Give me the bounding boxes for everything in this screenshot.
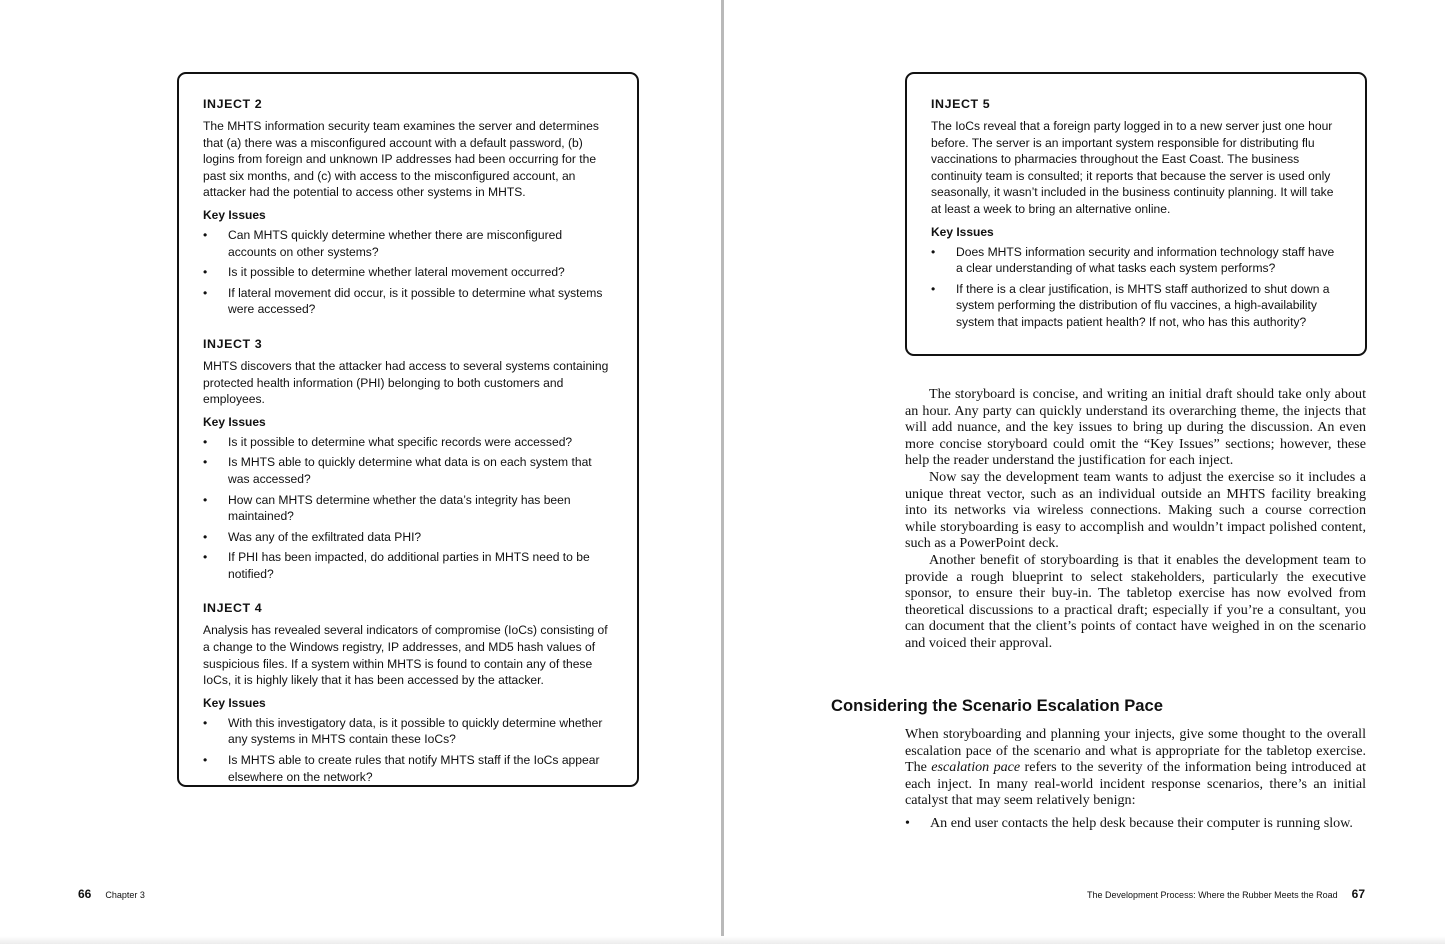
body-paragraphs (905, 386, 1366, 652)
bullet-icon: • (203, 715, 208, 730)
list-item: • If lateral movement did occur, is it possible to determine what systems were accessed? (203, 285, 603, 317)
page-number: 67 (1351, 887, 1365, 901)
inject-title: INJECT 3 (203, 336, 263, 351)
key-issues-label: Key Issues (931, 224, 994, 239)
key-issues-list (931, 244, 1341, 331)
left-page-footer (78, 887, 145, 901)
bullet-icon: • (931, 281, 936, 296)
sidebar-box-inject-5 (905, 72, 1367, 356)
list-item: • If there is a clear justification, is MHTS staff authorized to shut down a system performing the distribution of flu vaccines, a high-availability system that impacts patient health? If not, who has this authority? (931, 281, 1330, 329)
bullet-icon: • (931, 244, 936, 259)
inject-title: INJECT 5 (931, 97, 991, 111)
bullet-icon: • (203, 550, 208, 565)
inject-title: INJECT 4 (203, 601, 263, 616)
bullet-icon: • (203, 285, 208, 300)
bullet-icon: • (203, 265, 208, 280)
inject-2 (203, 96, 613, 318)
inject-3 (203, 336, 613, 583)
inject-body: The MHTS information security team examines the server and determines that (a) there was a misconfigured account with a default password, (b) logins from foreign and unknown IP addresses had been occurring for the past six months, and (c) with access to the misconfigured account, an attacker had the potential to access other systems in MHTS. (203, 119, 599, 200)
key-issues-list (203, 227, 613, 318)
section-paragraph (905, 726, 1366, 809)
list-item: • Is MHTS able to quickly determine what data is on each system that was accessed? (203, 455, 592, 486)
bullet-icon: • (905, 815, 910, 831)
section-heading: Considering the Scenario Escalation Pace (831, 696, 1163, 715)
paragraph: Now say the development team wants to adjust the exercise so it includes a unique threat vector, such as an individual outside an MHTS facility breaking into its networks via wireless connections. Making such a course correction while storyboarding is easy to accomplish and wouldn’t impact polished content, such as a PowerPoint deck. (905, 468, 1366, 552)
bullet-icon: • (203, 455, 208, 470)
emphasis-term: escalation pace (931, 759, 1021, 776)
running-head: The Development Process: Where the Rubber Meets the Road (1087, 890, 1338, 900)
paragraph: The storyboard is concise, and writing an initial draft should take only about an hour. Any party can quickly understand its overarching theme, the injects that will add nuance, and the key issues to bring up during the discussion. An even more concise storyboard could omit the “Key Issues” sections; however, these help the reader understand the justification for each inject. (905, 386, 1366, 469)
page-number: 66 (78, 887, 92, 901)
list-item: • Can MHTS quickly determine whether there are misconfigured accounts on other systems? (203, 227, 563, 259)
bullet-icon: • (203, 492, 208, 507)
bullet-icon: • (203, 227, 208, 242)
list-item: • Is it possible to determine what specific records were accessed? (203, 434, 573, 449)
inject-body: Analysis has revealed several indicators of compromise (IoCs) consisting of a change to the Windows registry, IP addresses, and MD5 hash values of suspicious files. If a system within MHTS is found to contain any of these IoCs, it is highly likely that it has been accessed by the attacker. (203, 623, 608, 688)
key-issues-label: Key Issues (203, 695, 266, 710)
key-issues-label: Key Issues (203, 207, 266, 222)
list-item: • Was any of the exfiltrated data PHI? (203, 529, 422, 544)
right-page (724, 0, 1445, 944)
bullet-icon: • (203, 529, 208, 544)
key-issues-list (203, 715, 613, 785)
list-item: • Is it possible to determine whether lateral movement occurred? (203, 265, 565, 280)
list-item: • An end user contacts the help desk because their computer is running slow. (905, 815, 1353, 831)
bullet-icon: • (203, 434, 208, 449)
inject-title: INJECT 2 (203, 97, 263, 111)
list-item: • Is MHTS able to create rules that notify MHTS staff if the IoCs appear elsewhere on the network? (203, 753, 600, 784)
list-item: • Does MHTS information security and information technology staff have a clear understanding of what tasks each system performs? (931, 244, 1335, 276)
paragraph: Another benefit of storyboarding is that it enables the development team to provide a rough blueprint to select stakeholders, particularly the executive sponsor, to ensure their buy-in. The tabletop exercise has now evolved from theoretical discussions to a practical draft; especially if you’re a consultant, you can document that the client’s points of contact have weighed in on the scenario and voiced their approval. (905, 551, 1366, 651)
key-issues-list (203, 434, 613, 583)
bottom-shadow (0, 936, 1445, 944)
inject-body: The IoCs reveal that a foreign party logged in to a new server just one hour before. The server is an important system responsible for distributing flu vaccinations to pharmacies throughout the East Coast. The business continuity team is consulted; it reports that because the server is used only seasonally, it wasn’t included in the business continuity planning. It will take at least a week to bring an alternative online. (931, 119, 1334, 216)
list-item: • With this investigatory data, is it possible to quickly determine whether any systems in MHTS contain these IoCs? (203, 715, 603, 747)
list-item: • If PHI has been impacted, do additional parties in MHTS need to be notified? (203, 550, 590, 581)
inject-4 (203, 600, 613, 785)
paragraph: When storyboarding and planning your injects, give some thought to the overall escalation pace of the scenario and what is appropriate for the tabletop exercise. The escalation pace refers to the severity of the information being introduced at each inject. In many real-world incident response scenarios, there’s an initial catalyst that may seem relatively benign: (905, 726, 1366, 809)
inject-body: MHTS discovers that the attacker had access to several systems containing protected health information (PHI) belonging to both customers and employees. (203, 358, 609, 407)
bullet-icon: • (203, 753, 208, 768)
left-page (0, 0, 721, 944)
chapter-label: Chapter 3 (105, 890, 145, 900)
escalation-bullets (905, 815, 1366, 832)
sidebar-box-injects (177, 72, 639, 787)
key-issues-label: Key Issues (203, 414, 266, 429)
right-page-footer (1087, 887, 1365, 901)
list-item: • How can MHTS determine whether the data’s integrity has been maintained? (203, 492, 571, 524)
